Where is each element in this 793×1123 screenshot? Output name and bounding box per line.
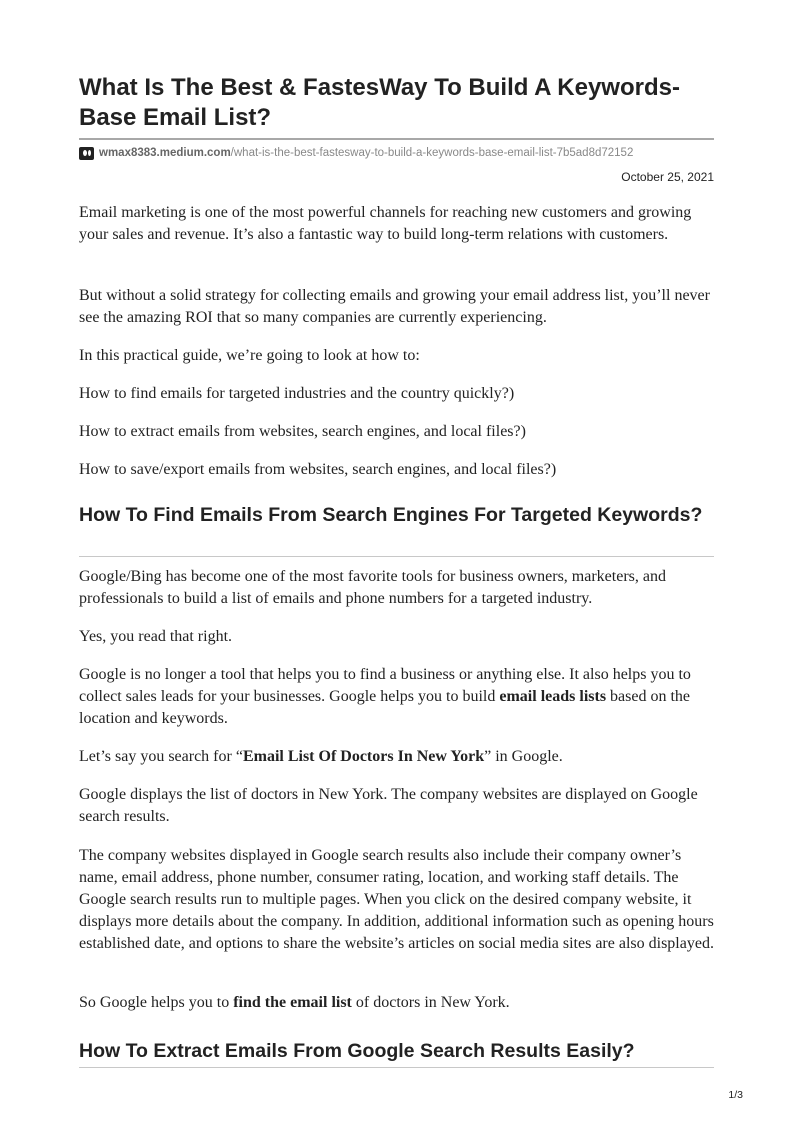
intro-paragraph-2: But without a solid strategy for collecting emails and growing your email address list, you’ll never see the amazing ROI that so many companies are currently experiencing.: [79, 287, 710, 326]
source-path: /what-is-the-best-fastesway-to-build-a-keywords-base-email-list-7b5ad8d72152: [230, 147, 634, 159]
intro-paragraph-3: In this practical guide, we’re going to look at how to:: [79, 347, 420, 364]
section2-divider: [79, 1067, 714, 1068]
bold-search-query: Email List Of Doctors In New York: [242, 748, 485, 765]
section1-paragraph-7: So Google helps you to find the email list of doctors in New York.: [79, 994, 510, 1011]
section1-paragraph-5: Google displays the list of doctors in New York. The company websites are displayed on Google search results.: [79, 786, 698, 825]
bold-email-leads-lists: email leads lists: [499, 688, 607, 705]
page-number: 1/3: [728, 1089, 743, 1101]
section1-paragraph-1: Google/Bing has become one of the most favorite tools for business owners, marketers, and professionals to build a list of emails and phone numbers for a targeted industry.: [79, 568, 666, 607]
section-heading-extract-emails: How To Extract Emails From Google Search Results Easily?: [79, 1040, 635, 1062]
section-divider: [79, 556, 714, 557]
source-url[interactable]: [79, 145, 633, 161]
intro-paragraph-1: Email marketing is one of the most powerful channels for reaching new customers and growing your sales and revenue. It’s also a fantastic way to build long-term relations with customers.: [79, 204, 692, 243]
section-heading-find-emails: How To Find Emails From Search Engines For Targeted Keywords?: [79, 504, 703, 526]
medium-logo-icon: [79, 147, 94, 160]
section1-paragraph-6: The company websites displayed in Google search results also include their company owner’s name, email address, phone number, consumer rating, location, and working staff details. The Google search results run to multiple pages. When you click on the desired company website, it displays more details about the company. In addition, additional information such as opening hours established date, and options to share the website’s articles on social media sites are also displayed.: [79, 847, 714, 952]
article-title: What Is The Best & FastesWay To Build A Keywords-Base Email List?: [79, 74, 680, 131]
list-item-export-emails: How to save/export emails from websites, search engines, and local files?): [79, 461, 557, 478]
section1-paragraph-4: Let’s say you search for “Email List Of Doctors In New York” in Google.: [79, 748, 563, 765]
title-divider: [79, 138, 714, 140]
list-item-find-emails: How to find emails for targeted industries and the country quickly?): [79, 385, 515, 402]
source-host: wmax8383.medium.com: [99, 147, 231, 159]
list-item-extract-emails: How to extract emails from websites, search engines, and local files?): [79, 423, 526, 440]
section1-paragraph-3: Google is no longer a tool that helps you to find a business or anything else. It also helps you to collect sales leads for your businesses. Google helps you to build email leads lists based on the location and keywords.: [79, 666, 691, 727]
section1-paragraph-2: Yes, you read that right.: [79, 628, 233, 645]
publish-date: October 25, 2021: [621, 170, 714, 184]
bold-find-email-list: find the email list: [233, 994, 352, 1011]
